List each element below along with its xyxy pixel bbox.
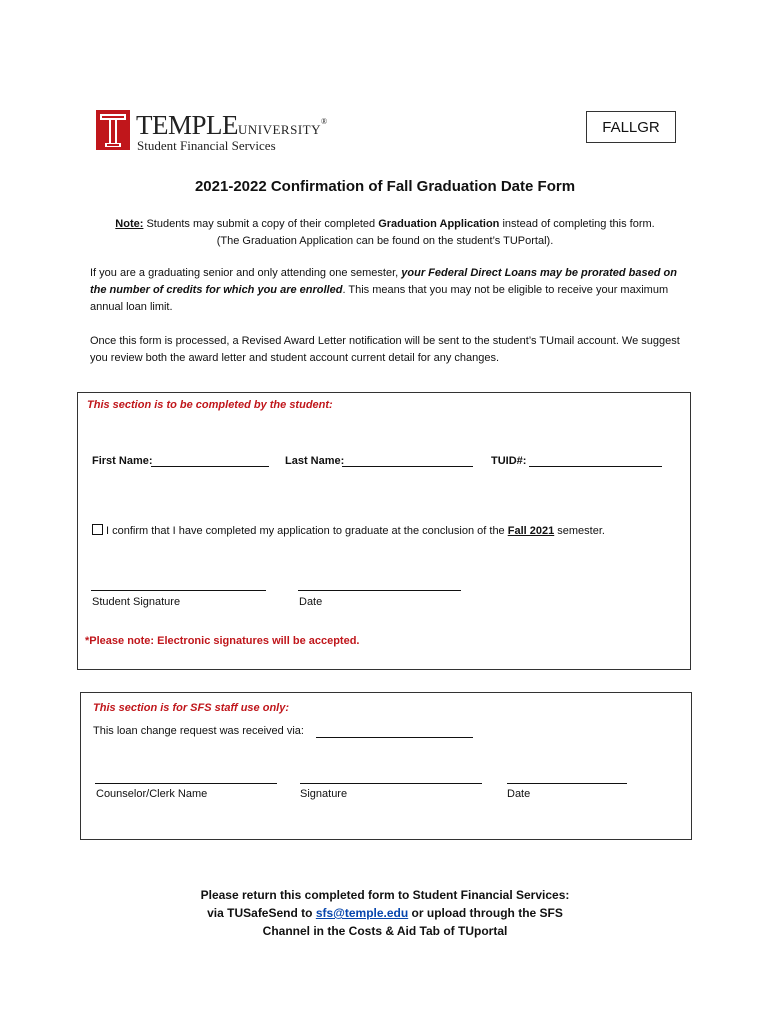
student-date-line[interactable]	[298, 590, 461, 591]
counselor-name-line[interactable]	[95, 783, 277, 784]
note-label: Note:	[115, 218, 144, 230]
logo-subtitle: Student Financial Services	[137, 138, 276, 153]
last-name-label: Last Name:	[285, 455, 345, 467]
logo-wordmark: TEMPLEUNIVERSITY®	[136, 110, 327, 140]
graduation-confirmation: I confirm that I have completed my application to graduate at the conclusion of the Fall 2021 semester.	[92, 524, 605, 537]
sfs-email-link[interactable]: sfs@temple.edu	[315, 906, 409, 920]
page-title: 2021-2022 Confirmation of Fall Graduation Date Form	[194, 178, 576, 195]
note-line2: (The Graduation Application can be found on the student’s TUPortal).	[216, 235, 554, 247]
return-line3: Channel in the Costs & Aid Tab of TUportal	[262, 924, 508, 938]
counselor-name-label: Counselor/Clerk Name	[96, 788, 208, 800]
student-signature-line[interactable]	[91, 590, 266, 591]
proration-paragraph: If you are a graduating senior and only attending one semester, your Federal Direct Loans may be prorated based on the number of credits for which you are enrolled. This means that you may not be eligible to receive your maximum annual loan limit.	[90, 267, 677, 313]
student-date-label: Date	[299, 596, 323, 608]
return-line1: Please return this completed form to Student Financial Services:	[200, 888, 570, 902]
student-signature-label: Student Signature	[92, 596, 181, 608]
tuid-label: TUID#:	[491, 455, 527, 467]
staff-section-heading: This section is for SFS staff use only:	[93, 702, 290, 714]
return-instructions	[0, 886, 770, 940]
temple-sfs-logo	[96, 110, 336, 154]
electronic-signature-note: *Please note: Electronic signatures will be accepted.	[85, 635, 360, 647]
received-via-field[interactable]	[316, 726, 473, 738]
note-block: Note: Students may submit a copy of their completed Graduation Application instead of completing this form. (The Graduation Application can be found on the student’s TUPortal).	[0, 216, 770, 250]
confirm-checkbox[interactable]	[92, 524, 103, 535]
received-via-label: This loan change request was received via:	[93, 725, 304, 737]
last-name-field[interactable]	[342, 455, 473, 467]
staff-signature-line[interactable]	[300, 783, 482, 784]
return-line2: via TUSafeSend to sfs@temple.edu or upload through the SFS	[207, 906, 563, 920]
first-name-label: First Name:	[92, 455, 153, 467]
student-section-heading: This section is to be completed by the student:	[87, 399, 333, 411]
temple-t-icon	[96, 110, 130, 150]
form-code-box: FALLGR	[586, 111, 676, 143]
staff-date-line[interactable]	[507, 783, 627, 784]
tuid-field[interactable]	[529, 455, 662, 467]
first-name-field[interactable]	[151, 455, 269, 467]
staff-signature-label: Signature	[300, 788, 348, 800]
staff-section	[80, 692, 692, 840]
staff-date-label: Date	[507, 788, 531, 800]
award-letter-paragraph: Once this form is processed, a Revised Award Letter notification will be sent to the student’s TUmail account. We suggest you review both the award letter and student account current detail for any changes.	[90, 335, 680, 364]
